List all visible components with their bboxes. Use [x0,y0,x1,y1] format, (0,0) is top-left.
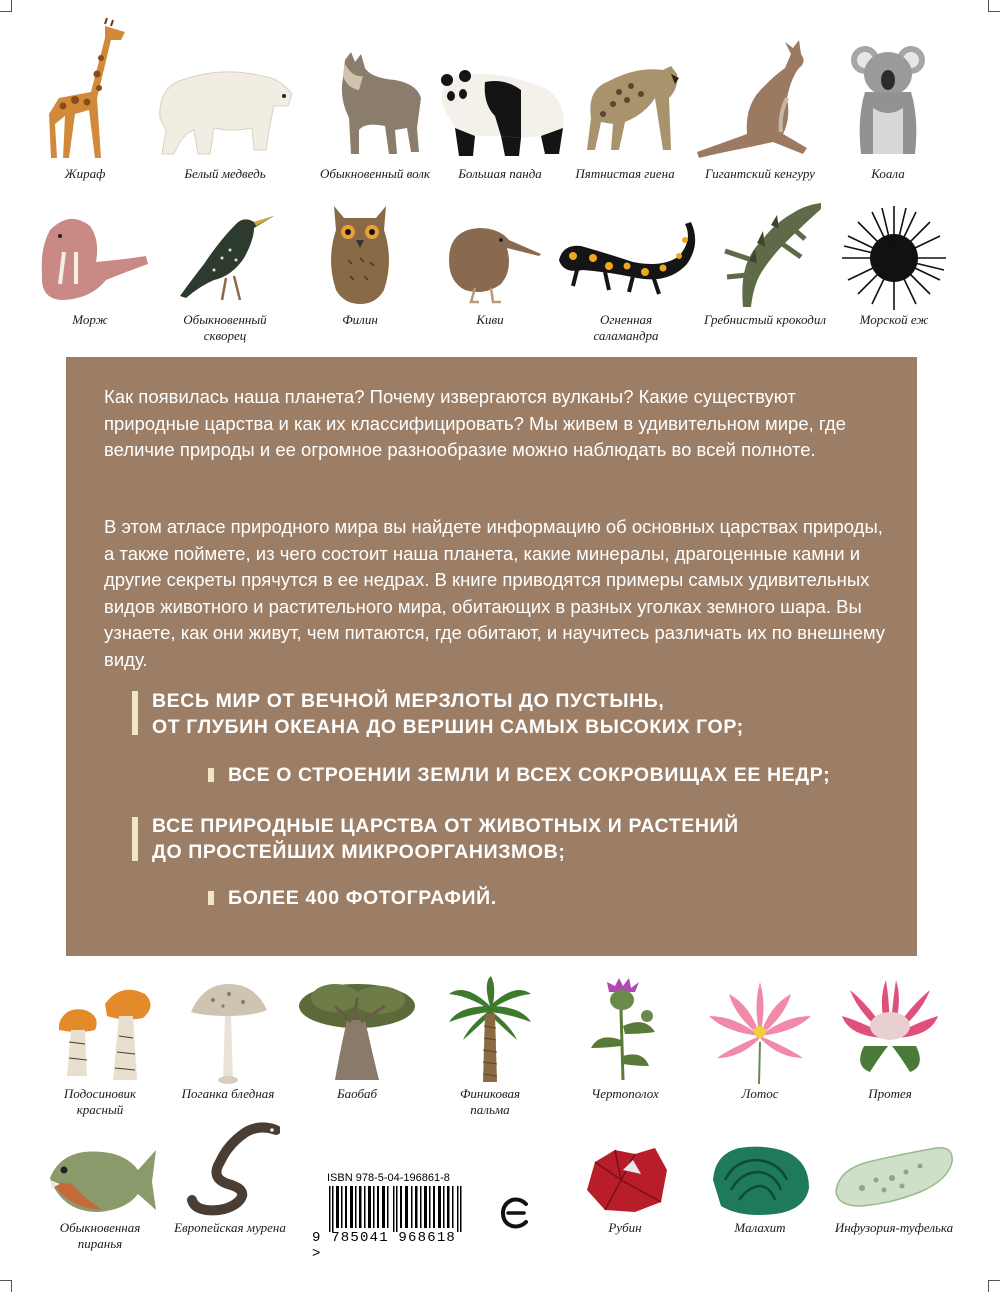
organism-tile-paramecium [826,1140,962,1236]
salamander-image [553,200,699,312]
animal-label: Обыкновенный волк [319,166,431,181]
starling-image [170,200,280,312]
animal-tile-piranha [40,1140,160,1252]
animal-label: Гигантский кенгуру [705,166,815,181]
boletus-image [45,976,155,1086]
crop-mark [0,1280,12,1292]
plant-tile-boletus [40,976,160,1118]
mineral-tile-malachite [700,1140,820,1236]
description-panel [66,357,917,956]
mineral-tile-ruby [565,1140,685,1236]
plant-label: Баобаб [336,1086,378,1101]
animal-tile-moray [170,1122,290,1236]
malachite-image [705,1140,815,1220]
plant-label: Финиковая пальма [459,1086,521,1117]
baobab-image [295,976,419,1086]
panda-image [425,18,575,166]
feature-bullet-2 [228,762,830,788]
feature-bullet-line: БОЛЕЕ 400 ФОТОГРАФИЙ. [228,887,497,909]
animal-label: Морской еж [859,312,929,327]
polar-bear-image [152,18,298,166]
thistle-image [585,976,665,1086]
feature-bullet-line: ДО ПРОСТЕЙШИХ МИКРООРГАНИЗМОВ; [152,841,566,863]
mineral-label: Малахит [734,1220,786,1235]
animal-tile-kangaroo [690,18,830,182]
animal-label: Большая панда [458,166,542,181]
kangaroo-image [695,18,825,166]
plant-tile-date-palm [430,976,550,1118]
feature-bullet-line: ВЕСЬ МИР ОТ ВЕЧНОЙ МЕРЗЛОТЫ ДО ПУСТЫНЬ, [152,690,665,712]
walrus-image [30,200,150,312]
mineral-label: Рубин [608,1220,642,1235]
description-paragraph-2: В этом атласе природного мира вы найдете информацию об основных царствах природы, а также поймете, из чего состоит наша планета, какие минералы, драгоценные камни и другие секреты прячутся в ее недрах. В книге приводятся примеры самых удивительных видов животного и растительного мира, обитающих в разных уголках земного шара. Вы узнаете, как они живут, чем питаются, где обитают, и научитесь различать их по внешнему виду. [104,516,886,670]
description-paragraph-1: Как появилась наша планета? Почему извергаются вулканы? Какие существуют природные царства и как их классифицировать? Мы живем в удивительном мире, где величие природы и ее огромное разнообразие можно наблюдать во всей полноте. [104,386,846,460]
publisher-logo-icon [500,1196,532,1230]
animal-label: Морж [72,312,108,327]
animal-tile-kiwi [430,200,550,328]
feature-bullet-4 [228,885,497,911]
date-palm-image [445,976,535,1086]
animal-label: Коала [871,166,905,181]
animal-tile-salamander [553,200,699,344]
plant-label: Чертополох [591,1086,659,1101]
isbn-label: ISBN 978-5-04-196861-8 [327,1172,450,1184]
animal-label: Пятнистая гиена [575,166,675,181]
death-cap-image [183,976,273,1086]
animal-label: Обыкновенный скворец [183,312,267,343]
feature-bullet-1 [152,688,744,740]
plant-label: Поганка бледная [181,1086,275,1101]
plant-tile-protea [830,976,950,1102]
animal-label: Филин [342,312,378,327]
bullet-bar [132,817,138,861]
animal-label: Киви [476,312,504,327]
plant-tile-death-cap [168,976,288,1102]
plant-label: Подосиновик красный [63,1086,137,1117]
animal-label: Гребнистый крокодил [703,312,827,327]
urchin-image [836,200,952,312]
animal-tile-giraffe [30,18,140,182]
protea-image [840,976,940,1086]
animal-tile-owl [300,200,420,328]
animal-tile-koala [828,18,948,182]
feature-bullet-line: ВСЕ О СТРОЕНИИ ЗЕМЛИ И ВСЕХ СОКРОВИЩАХ ЕЕ НЕДР; [228,764,831,786]
bullet-bar [132,691,138,735]
piranha-image [42,1140,158,1220]
animal-tile-hyena [560,18,690,182]
crop-mark [0,0,12,12]
lotus-image [705,976,815,1086]
wolf-image [325,18,425,166]
animal-tile-polar-bear [150,18,300,182]
animal-tile-urchin [834,200,954,328]
animal-tile-crocodile [690,195,840,328]
animal-label: Белый медведь [184,166,266,181]
feature-bullet-line: ВСЕ ПРИРОДНЫЕ ЦАРСТВА ОТ ЖИВОТНЫХ И РАСТЕНИЙ [152,815,739,837]
animal-tile-starling [165,200,285,344]
plant-tile-lotus [700,976,820,1102]
crocodile-image [705,195,825,312]
kiwi-image [435,200,545,312]
plant-label: Протея [868,1086,912,1101]
animal-tile-panda [420,18,580,182]
feature-bullet-3 [152,813,739,865]
koala-image [843,18,933,166]
bullet-bar [208,891,214,905]
paramecium-image [832,1140,956,1220]
isbn-digits: 9 785041 968618 > [312,1230,457,1262]
hyena-image [567,18,683,166]
animal-label: Обыкновенная пиранья [59,1220,141,1251]
owl-image [320,200,400,312]
ruby-image [575,1140,675,1220]
plant-label: Лотос [741,1086,779,1101]
animal-label: Жираф [64,166,106,181]
animal-tile-walrus [30,200,150,328]
animal-label: Огненная саламандра [593,312,659,343]
crop-mark [988,1280,1000,1292]
organism-label: Инфузория-туфелька [834,1220,954,1235]
giraffe-image [35,18,135,166]
animal-label: Европейская мурена [174,1220,286,1235]
crop-mark [988,0,1000,12]
moray-image [180,1122,280,1220]
plant-tile-baobab [292,976,422,1102]
barcode [327,1186,467,1232]
feature-bullet-line: ОТ ГЛУБИН ОКЕАНА ДО ВЕРШИН САМЫХ ВЫСОКИХ ГОР; [152,716,744,738]
bullet-bar [208,768,214,782]
plant-tile-thistle [565,976,685,1102]
